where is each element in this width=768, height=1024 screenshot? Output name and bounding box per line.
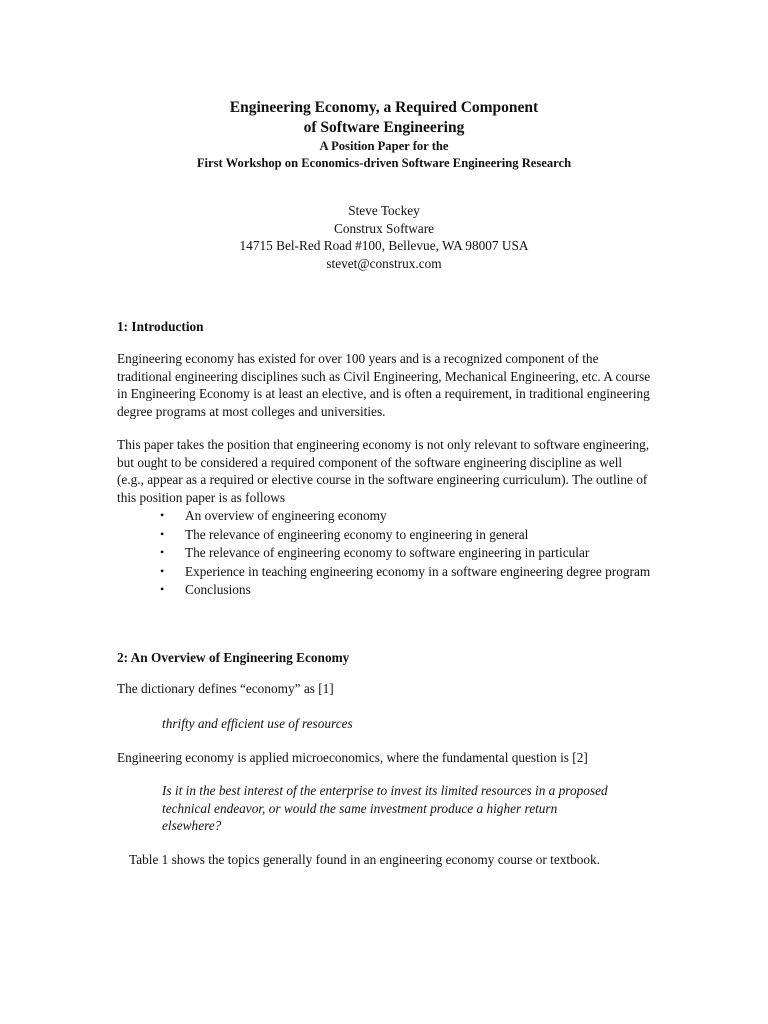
paper-title-line-2: of Software Engineering <box>303 119 465 136</box>
list-item <box>160 544 660 562</box>
outline-list <box>160 507 660 600</box>
list-item-text: The relevance of engineering economy to engineering in general <box>185 526 529 542</box>
list-item <box>160 526 660 544</box>
list-item-text: Conclusions <box>185 582 251 597</box>
author-block <box>0 202 768 272</box>
bullet-icon: • <box>160 545 165 559</box>
section-1-heading: 1: Introduction <box>117 319 204 334</box>
list-item-text: An overview of engineering economy <box>185 508 387 523</box>
list-item <box>160 507 660 525</box>
author-company: Construx Software <box>333 220 435 236</box>
title-block <box>0 98 768 172</box>
bullet-icon: • <box>160 526 165 541</box>
section-1-paragraph-1: Engineering economy has existed for over 100 years and is a recognized component of the traditional engineering disciplines such as Civil Engineering, Mechanical Engineering, etc. A course in Engineering Economy is at least an elective, and is often a requirement, in traditional engineering degree programs at most colleges and universities. <box>117 351 651 419</box>
author-email: stevet@construx.com <box>326 255 442 271</box>
list-item-text: Experience in teaching engineering economy in a software engineering degree program <box>185 563 651 579</box>
list-item-text: The relevance of engineering economy to software engineering in particular <box>185 545 590 560</box>
bullet-icon: • <box>160 563 165 578</box>
quote-definition: thrifty and efficient use of resources <box>162 716 353 731</box>
paper-title-line-1: Engineering Economy, a Required Component <box>229 99 539 116</box>
bullet-icon: • <box>160 508 165 522</box>
author-name: Steve Tockey <box>348 203 420 218</box>
paper-subtitle-line-1: A Position Paper for the <box>319 139 449 153</box>
quote-fundamental-question: Is it in the best interest of the enterprise to invest its limited resources in a proposed technical endeavor, or would the same investment produce a higher return elsewhere? <box>162 783 608 833</box>
section-2-heading: 2: An Overview of Engineering Economy <box>117 650 350 665</box>
section-2-paragraph-1: The dictionary defines “economy” as [1] <box>117 681 334 696</box>
author-address: 14715 Bel-Red Road #100, Bellevue, WA 98007 USA <box>239 238 529 253</box>
list-item <box>160 581 660 599</box>
section-2-paragraph-3: Table 1 shows the topics generally found in an engineering economy course or textbook. <box>129 852 600 867</box>
list-item <box>160 563 660 581</box>
section-1-paragraph-2: This paper takes the position that engineering economy is not only relevant to software engineering, but ought to be considered a required component of the software engineering discipline as well (e.g., appear as a required or elective course in the software engineering curriculum). The outline of this position paper is as follows <box>117 437 650 505</box>
section-2-paragraph-2: Engineering economy is applied microeconomics, where the fundamental question is [2] <box>117 750 588 765</box>
paper-subtitle-line-2: First Workshop on Economics-driven Software Engineering Research <box>196 156 572 170</box>
bullet-icon: • <box>160 582 165 596</box>
